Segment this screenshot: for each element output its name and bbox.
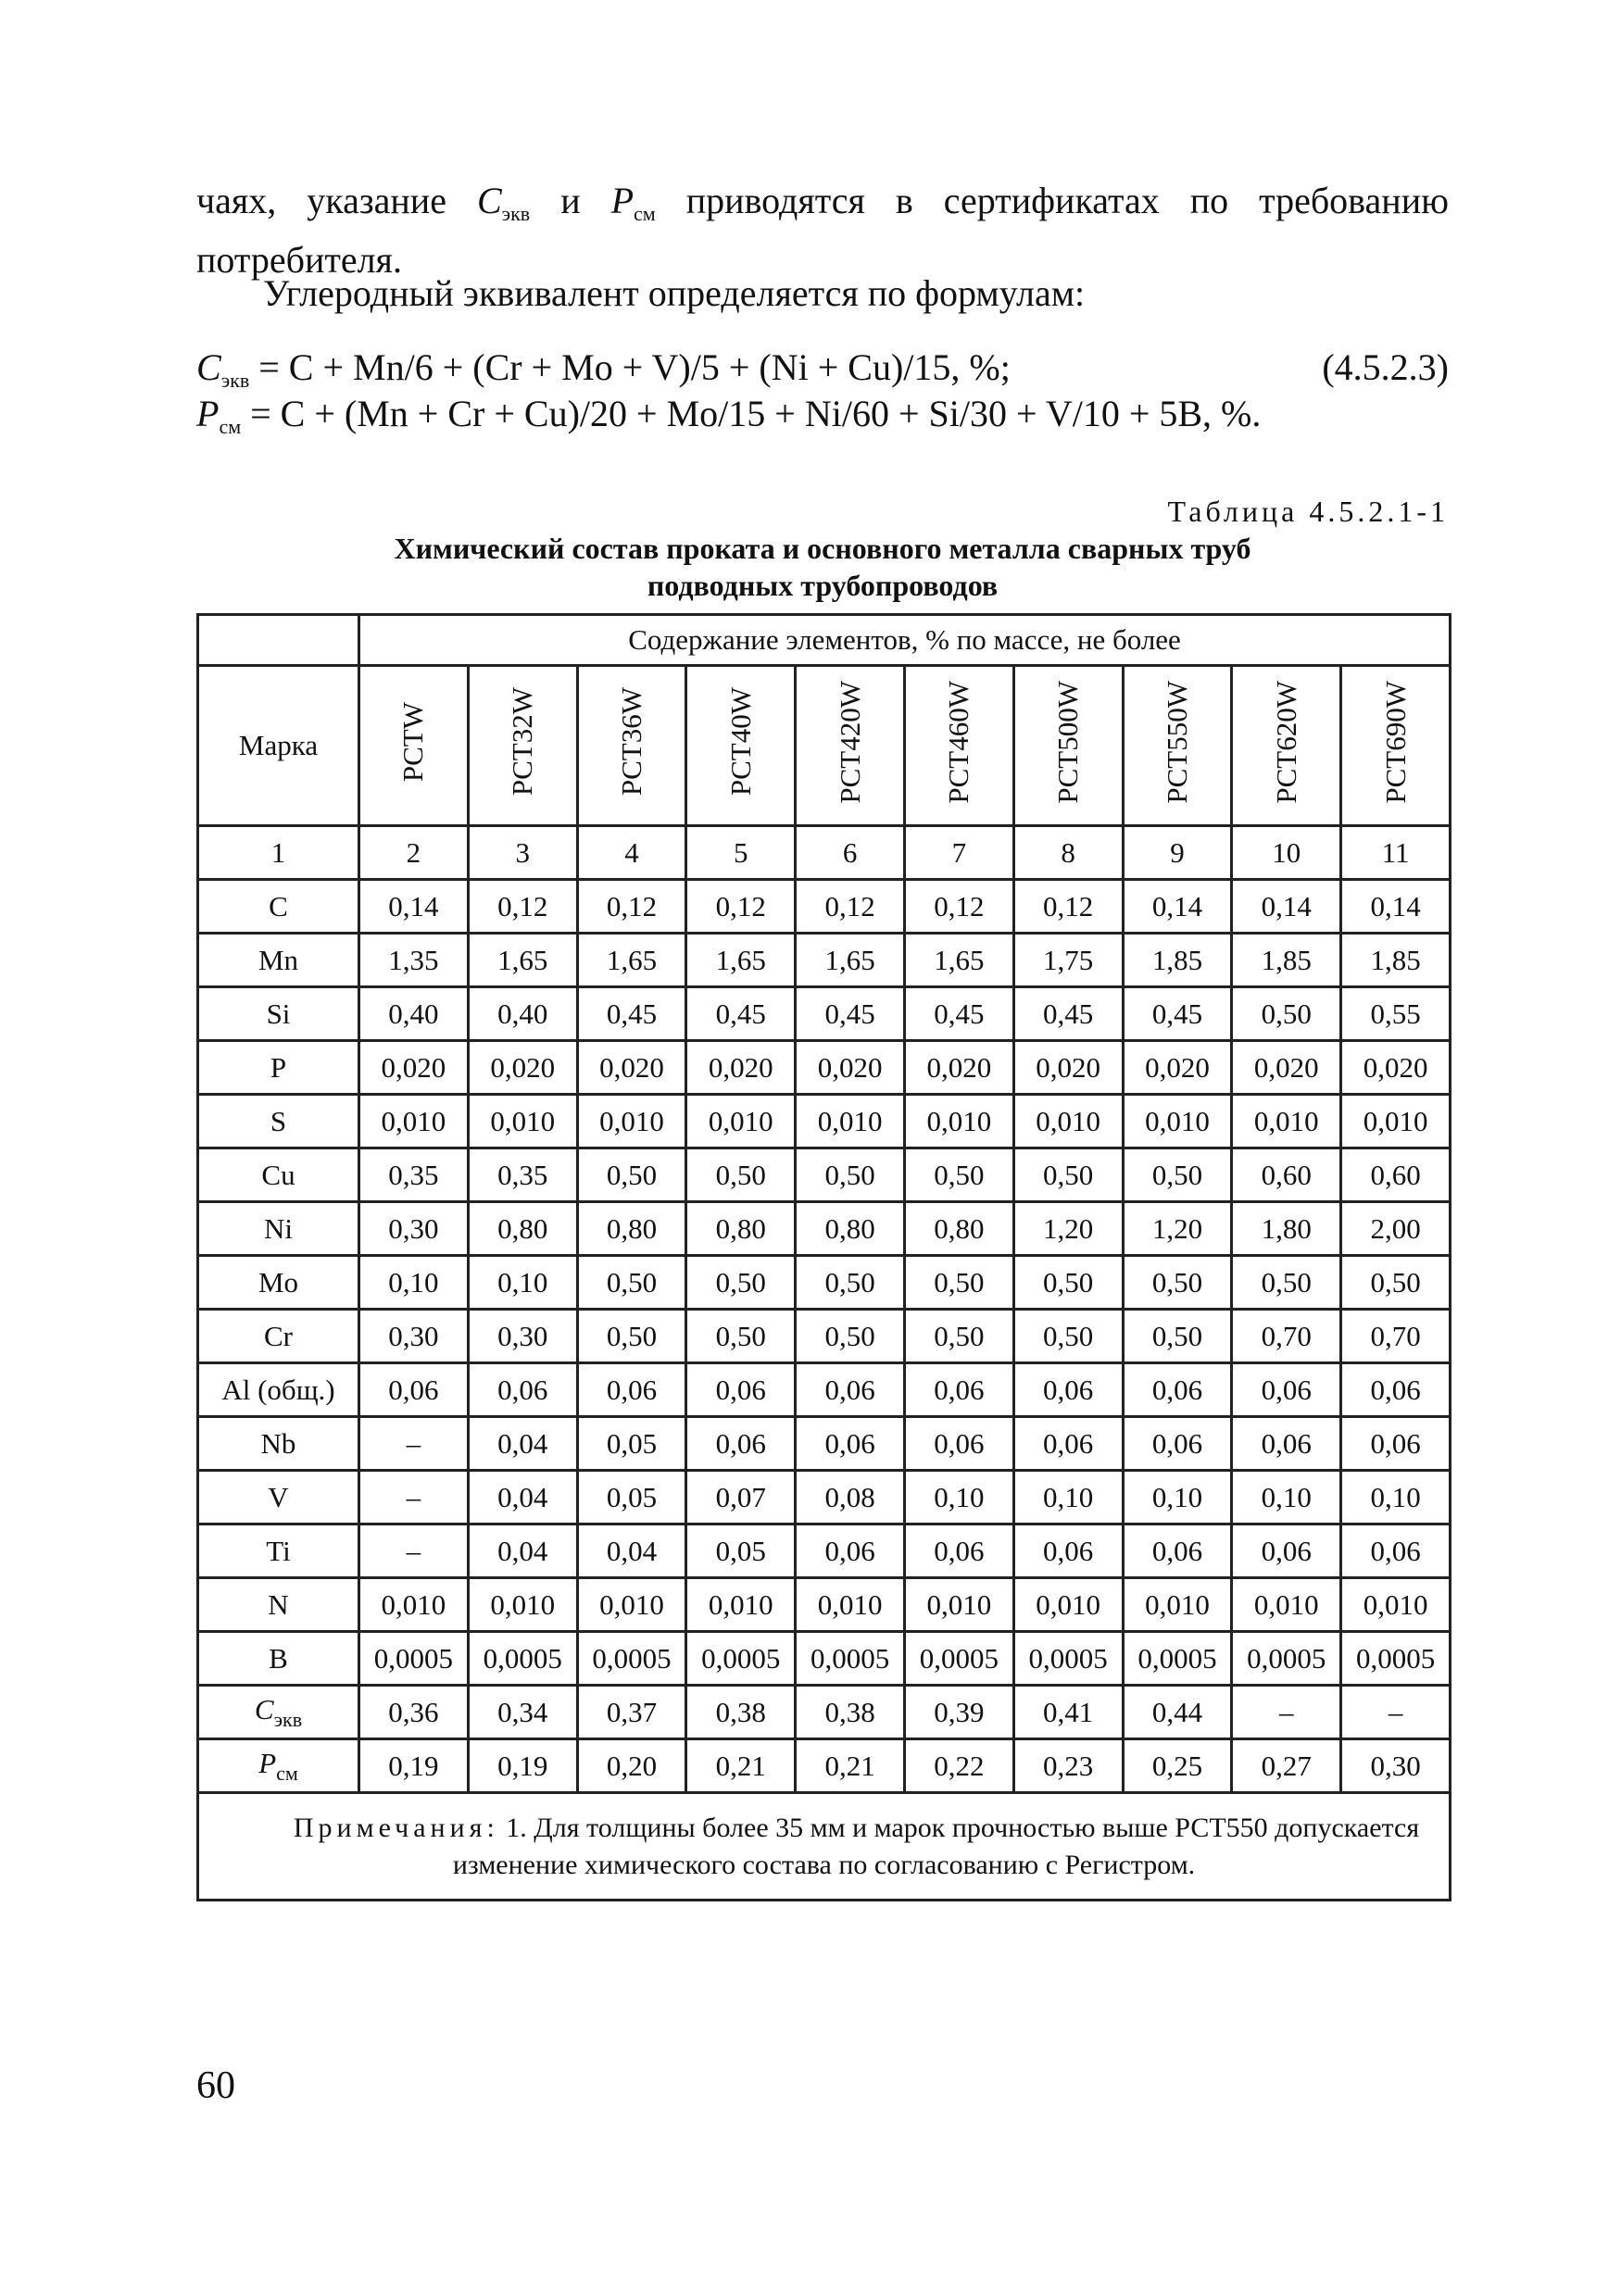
formula-p-sm [196, 391, 1449, 450]
element-cell: C [198, 880, 359, 934]
value-cell: 0,010 [1232, 1095, 1341, 1148]
value-cell: 0,06 [686, 1417, 796, 1471]
table-row [198, 1524, 1451, 1578]
element-cell: Si [198, 987, 359, 1041]
value-cell: 0,50 [1013, 1310, 1123, 1363]
value-cell: – [359, 1471, 469, 1524]
value-cell: 0,06 [904, 1524, 1013, 1578]
column-number-cell: 9 [1123, 826, 1232, 880]
value-cell: 0,19 [468, 1739, 577, 1793]
value-cell: 0,06 [904, 1363, 1013, 1417]
table-row [198, 880, 1451, 934]
value-cell: 0,06 [686, 1363, 796, 1417]
value-cell: 0,06 [1341, 1363, 1451, 1417]
grade-label: PCTW [396, 701, 430, 783]
grade-label: PCT620W [1269, 680, 1302, 804]
value-cell: 0,50 [686, 1148, 796, 1202]
value-cell: 0,20 [577, 1739, 686, 1793]
symbol-letter: C [196, 346, 221, 388]
value-cell: 0,10 [1232, 1471, 1341, 1524]
value-cell: 0,44 [1123, 1686, 1232, 1739]
value-cell: 2,00 [1341, 1202, 1451, 1256]
value-cell: 0,06 [1123, 1363, 1232, 1417]
value-cell: 0,05 [686, 1524, 796, 1578]
value-cell: 0,10 [1123, 1471, 1232, 1524]
value-cell: 0,06 [1013, 1524, 1123, 1578]
value-cell: 0,12 [904, 880, 1013, 934]
text-fragment: чаях, указание [196, 180, 477, 221]
element-cell [198, 1686, 359, 1739]
value-cell: 0,06 [359, 1363, 469, 1417]
value-cell: 0,04 [577, 1524, 686, 1578]
text-fragment: приводятся в сертификатах по требованию потребителя. [196, 180, 1449, 281]
value-cell: 0,010 [1341, 1095, 1451, 1148]
table-row [198, 1632, 1451, 1686]
value-cell: 0,22 [904, 1739, 1013, 1793]
value-cell: 1,75 [1013, 934, 1123, 987]
value-cell: 0,50 [1123, 1256, 1232, 1310]
grade-label: PCT40W [723, 687, 757, 797]
table-header-row [198, 615, 1451, 666]
value-cell: 0,35 [468, 1148, 577, 1202]
value-cell: 0,010 [1232, 1578, 1341, 1632]
value-cell: 0,0005 [1123, 1632, 1232, 1686]
value-cell: 1,65 [904, 934, 1013, 987]
p-sm-symbol [610, 180, 656, 225]
symbol-subscript: экв [501, 202, 531, 225]
column-number-cell: 2 [359, 826, 469, 880]
table-row [198, 1578, 1451, 1632]
grade-cell [468, 666, 577, 826]
table-row [198, 1363, 1451, 1417]
symbol-subscript: экв [220, 369, 250, 392]
value-cell: 0,020 [686, 1041, 796, 1095]
value-cell: 1,35 [359, 934, 469, 987]
value-cell: 0,020 [904, 1041, 1013, 1095]
value-cell: 0,06 [796, 1363, 905, 1417]
formula-expression: = C + Mn/6 + (Cr + Mo + V)/5 + (Ni + Cu)/15, %; [249, 346, 1011, 388]
value-cell: 0,05 [577, 1471, 686, 1524]
value-cell: 0,50 [1013, 1256, 1123, 1310]
symbol-subscript: см [276, 1761, 298, 1785]
value-cell: 0,06 [796, 1417, 905, 1471]
value-cell: 0,06 [577, 1363, 686, 1417]
value-cell: 0,020 [1341, 1041, 1451, 1095]
symbol-subscript: см [219, 415, 242, 438]
value-cell: 0,06 [1013, 1363, 1123, 1417]
empty-corner-cell [198, 615, 359, 666]
value-cell: 0,19 [359, 1739, 469, 1793]
value-cell: 0,0005 [796, 1632, 905, 1686]
value-cell: 0,45 [1013, 987, 1123, 1041]
value-cell: 0,14 [1341, 880, 1451, 934]
value-cell: 0,50 [796, 1310, 905, 1363]
value-cell: 0,10 [1013, 1471, 1123, 1524]
column-number-cell: 7 [904, 826, 1013, 880]
value-cell: 0,50 [1232, 1256, 1341, 1310]
notes-label: Примечания: [293, 1812, 499, 1843]
value-cell: 0,010 [468, 1578, 577, 1632]
element-cell: Mo [198, 1256, 359, 1310]
value-cell: 0,010 [577, 1095, 686, 1148]
table-title [196, 530, 1449, 604]
value-cell: 0,80 [904, 1202, 1013, 1256]
value-cell: 0,08 [796, 1471, 905, 1524]
table-title-line: Химический состав проката и основного металла сварных труб [394, 532, 1251, 565]
formula-number: (4.5.2.3) [1322, 346, 1449, 388]
value-cell: 0,010 [468, 1095, 577, 1148]
value-cell: 0,0005 [577, 1632, 686, 1686]
value-cell: 0,45 [796, 987, 905, 1041]
table-row [198, 1310, 1451, 1363]
value-cell: 0,10 [1341, 1471, 1451, 1524]
grade-header-cell: Марка [198, 666, 359, 826]
table-row [198, 1417, 1451, 1471]
grade-cell [1013, 666, 1123, 826]
table-body [198, 615, 1451, 1901]
value-cell: 0,14 [359, 880, 469, 934]
element-cell: Cr [198, 1310, 359, 1363]
value-cell: 0,010 [1123, 1095, 1232, 1148]
value-cell: 0,010 [686, 1095, 796, 1148]
value-cell: 0,45 [1123, 987, 1232, 1041]
element-cell [198, 1739, 359, 1793]
value-cell: 0,36 [359, 1686, 469, 1739]
value-cell: 0,50 [1341, 1256, 1451, 1310]
value-cell: 0,020 [1123, 1041, 1232, 1095]
paragraph-certificates [196, 178, 1449, 283]
value-cell: 1,20 [1123, 1202, 1232, 1256]
value-cell: 0,010 [904, 1578, 1013, 1632]
value-cell: 0,010 [577, 1578, 686, 1632]
column-number-cell: 11 [1341, 826, 1451, 880]
notes-row [198, 1793, 1451, 1901]
value-cell: 0,12 [796, 880, 905, 934]
value-cell: 0,80 [577, 1202, 686, 1256]
column-number-cell: 5 [686, 826, 796, 880]
page-number: 60 [196, 2064, 235, 2107]
value-cell: 0,39 [904, 1686, 1013, 1739]
value-cell: 0,30 [359, 1202, 469, 1256]
grade-label: PCT550W [1160, 680, 1193, 804]
value-cell: 0,06 [468, 1363, 577, 1417]
table-row [198, 1095, 1451, 1148]
value-cell: 0,12 [686, 880, 796, 934]
element-cell: Ti [198, 1524, 359, 1578]
value-cell: 0,020 [577, 1041, 686, 1095]
c-ekv-symbol [476, 180, 531, 225]
value-cell: 0,010 [1013, 1578, 1123, 1632]
grade-cell [686, 666, 796, 826]
value-cell: 0,50 [904, 1310, 1013, 1363]
table-row [198, 1256, 1451, 1310]
table-row [198, 1471, 1451, 1524]
grade-cell [1123, 666, 1232, 826]
column-number-cell: 8 [1013, 826, 1123, 880]
column-number-cell: 4 [577, 826, 686, 880]
value-cell: 0,12 [577, 880, 686, 934]
table-row [198, 1148, 1451, 1202]
value-cell: 0,41 [1013, 1686, 1123, 1739]
value-cell: 0,06 [1232, 1524, 1341, 1578]
value-cell: 0,50 [686, 1256, 796, 1310]
column-number-cell: 6 [796, 826, 905, 880]
value-cell: 0,06 [1232, 1363, 1341, 1417]
value-cell: 0,45 [686, 987, 796, 1041]
value-cell: 0,40 [359, 987, 469, 1041]
value-cell: 0,04 [468, 1524, 577, 1578]
notes-text: 1. Для толщины более 35 мм и марок прочностью выше РСТ550 допускается изменение химического состава по согласованию с Регистром. [452, 1812, 1420, 1880]
value-cell: 0,37 [577, 1686, 686, 1739]
value-cell: 1,85 [1123, 934, 1232, 987]
value-cell: 0,50 [796, 1148, 905, 1202]
value-cell: – [359, 1417, 469, 1471]
chemical-composition-table [196, 613, 1451, 1901]
value-cell: 0,010 [796, 1578, 905, 1632]
value-cell: 0,14 [1123, 880, 1232, 934]
column-number-cell: 10 [1232, 826, 1341, 880]
value-cell: 0,50 [577, 1310, 686, 1363]
value-cell: 0,50 [796, 1256, 905, 1310]
grade-cell [359, 666, 469, 826]
column-number-cell: 3 [468, 826, 577, 880]
value-cell: 1,65 [686, 934, 796, 987]
symbol-letter: C [254, 1692, 274, 1725]
grade-cell [577, 666, 686, 826]
element-cell: B [198, 1632, 359, 1686]
value-cell: 0,40 [468, 987, 577, 1041]
value-cell: 0,38 [686, 1686, 796, 1739]
table-row [198, 1739, 1451, 1793]
value-cell: – [1232, 1686, 1341, 1739]
grade-cell [1341, 666, 1451, 826]
value-cell: 0,0005 [686, 1632, 796, 1686]
column-number-cell: 1 [198, 826, 359, 880]
value-cell: 0,010 [359, 1095, 469, 1148]
value-cell: 0,020 [1232, 1041, 1341, 1095]
value-cell: 0,23 [1013, 1739, 1123, 1793]
value-cell: 1,65 [468, 934, 577, 987]
value-cell: – [1341, 1686, 1451, 1739]
symbol-letter: P [610, 180, 635, 221]
table-label: Таблица 4.5.2.1-1 [1167, 495, 1449, 528]
grade-cell [904, 666, 1013, 826]
value-cell: 0,70 [1232, 1310, 1341, 1363]
value-cell: 0,60 [1232, 1148, 1341, 1202]
element-cell: Al (общ.) [198, 1363, 359, 1417]
value-cell: 0,010 [904, 1095, 1013, 1148]
value-cell: 0,04 [468, 1417, 577, 1471]
value-cell: 0,30 [1341, 1739, 1451, 1793]
value-cell: 0,80 [468, 1202, 577, 1256]
symbol-letter: P [196, 393, 220, 434]
value-cell: 0,12 [468, 880, 577, 934]
element-cell: S [198, 1095, 359, 1148]
value-cell: 0,06 [796, 1524, 905, 1578]
value-cell: 1,20 [1013, 1202, 1123, 1256]
paragraph-formulas-intro: Углеродный эквивалент определяется по формулам: [263, 272, 1086, 314]
value-cell: 1,65 [796, 934, 905, 987]
value-cell: 0,34 [468, 1686, 577, 1739]
column-number-row [198, 826, 1451, 880]
value-cell: 0,010 [1341, 1578, 1451, 1632]
value-cell: 0,50 [1013, 1148, 1123, 1202]
value-cell: 0,50 [1232, 987, 1341, 1041]
value-cell: 0,50 [904, 1256, 1013, 1310]
value-cell: 0,06 [1341, 1417, 1451, 1471]
value-cell: 0,21 [686, 1739, 796, 1793]
value-cell: 0,50 [1123, 1148, 1232, 1202]
grade-label: PCT36W [614, 687, 647, 797]
grade-label: PCT32W [506, 687, 539, 797]
value-cell: 0,06 [1232, 1417, 1341, 1471]
value-cell: 0,0005 [468, 1632, 577, 1686]
value-cell: 0,14 [1232, 880, 1341, 934]
value-cell: 0,60 [1341, 1148, 1451, 1202]
value-cell: 0,010 [686, 1578, 796, 1632]
value-cell: 0,06 [1013, 1417, 1123, 1471]
grade-label: PCT500W [1051, 680, 1085, 804]
value-cell: 0,06 [1123, 1417, 1232, 1471]
value-cell: 0,50 [577, 1256, 686, 1310]
grade-header-row [198, 666, 1451, 826]
value-cell: 0,35 [359, 1148, 469, 1202]
grade-label: PCT420W [833, 680, 866, 804]
value-cell: 0,25 [1123, 1739, 1232, 1793]
element-cell: Ni [198, 1202, 359, 1256]
table-title-line: подводных трубопроводов [647, 569, 999, 602]
value-cell: 0,0005 [1232, 1632, 1341, 1686]
value-cell: 0,80 [796, 1202, 905, 1256]
value-cell: 0,38 [796, 1686, 905, 1739]
value-cell: 0,27 [1232, 1739, 1341, 1793]
value-cell: 0,50 [1123, 1310, 1232, 1363]
value-cell: 0,06 [1123, 1524, 1232, 1578]
symbol-letter: C [476, 180, 502, 221]
value-cell: 0,45 [904, 987, 1013, 1041]
value-cell: 0,010 [359, 1578, 469, 1632]
value-cell: 0,0005 [904, 1632, 1013, 1686]
value-cell: 0,010 [1013, 1095, 1123, 1148]
value-cell: 0,020 [1013, 1041, 1123, 1095]
element-cell: Mn [198, 934, 359, 987]
value-cell: 1,85 [1341, 934, 1451, 987]
table-row [198, 1686, 1451, 1739]
value-cell: 0,55 [1341, 987, 1451, 1041]
value-cell: 0,0005 [1013, 1632, 1123, 1686]
value-cell: 1,65 [577, 934, 686, 987]
value-cell: – [359, 1524, 469, 1578]
value-cell: 0,50 [686, 1310, 796, 1363]
value-cell: 0,10 [468, 1256, 577, 1310]
table-row [198, 1041, 1451, 1095]
value-cell: 0,010 [1123, 1578, 1232, 1632]
value-cell: 0,06 [904, 1417, 1013, 1471]
value-cell: 0,30 [359, 1310, 469, 1363]
value-cell: 0,50 [904, 1148, 1013, 1202]
table-row [198, 987, 1451, 1041]
symbol-subscript: экв [273, 1707, 303, 1731]
value-cell: 0,06 [1341, 1524, 1451, 1578]
value-cell: 0,020 [796, 1041, 905, 1095]
value-cell: 0,07 [686, 1471, 796, 1524]
value-cell: 1,85 [1232, 934, 1341, 987]
value-cell: 0,010 [796, 1095, 905, 1148]
notes-cell [198, 1793, 1451, 1901]
element-cell: Cu [198, 1148, 359, 1202]
grade-cell [796, 666, 905, 826]
value-cell: 0,020 [468, 1041, 577, 1095]
element-cell: V [198, 1471, 359, 1524]
symbol-subscript: см [634, 202, 656, 225]
grade-cell [1232, 666, 1341, 826]
value-cell: 0,0005 [359, 1632, 469, 1686]
value-cell: 0,30 [468, 1310, 577, 1363]
value-cell: 0,04 [468, 1471, 577, 1524]
grade-label: PCT460W [942, 680, 975, 804]
value-cell: 0,020 [359, 1041, 469, 1095]
content-header-cell: Содержание элементов, % по массе, не более [359, 615, 1451, 666]
value-cell: 0,70 [1341, 1310, 1451, 1363]
symbol-letter: P [258, 1746, 277, 1779]
value-cell: 0,10 [904, 1471, 1013, 1524]
value-cell: 0,0005 [1341, 1632, 1451, 1686]
element-cell: P [198, 1041, 359, 1095]
grade-label: PCT690W [1378, 680, 1412, 804]
value-cell: 0,12 [1013, 880, 1123, 934]
table-row [198, 934, 1451, 987]
element-cell: N [198, 1578, 359, 1632]
value-cell: 0,50 [577, 1148, 686, 1202]
value-cell: 0,05 [577, 1417, 686, 1471]
element-cell: Nb [198, 1417, 359, 1471]
value-cell: 0,21 [796, 1739, 905, 1793]
text-fragment: и [530, 180, 611, 221]
table-row [198, 1202, 1451, 1256]
value-cell: 0,80 [686, 1202, 796, 1256]
value-cell: 0,10 [359, 1256, 469, 1310]
formula-expression: = C + (Mn + Cr + Cu)/20 + Mo/15 + Ni/60 + Si/30 + V/10 + 5B, %. [241, 393, 1262, 434]
value-cell: 1,80 [1232, 1202, 1341, 1256]
value-cell: 0,45 [577, 987, 686, 1041]
